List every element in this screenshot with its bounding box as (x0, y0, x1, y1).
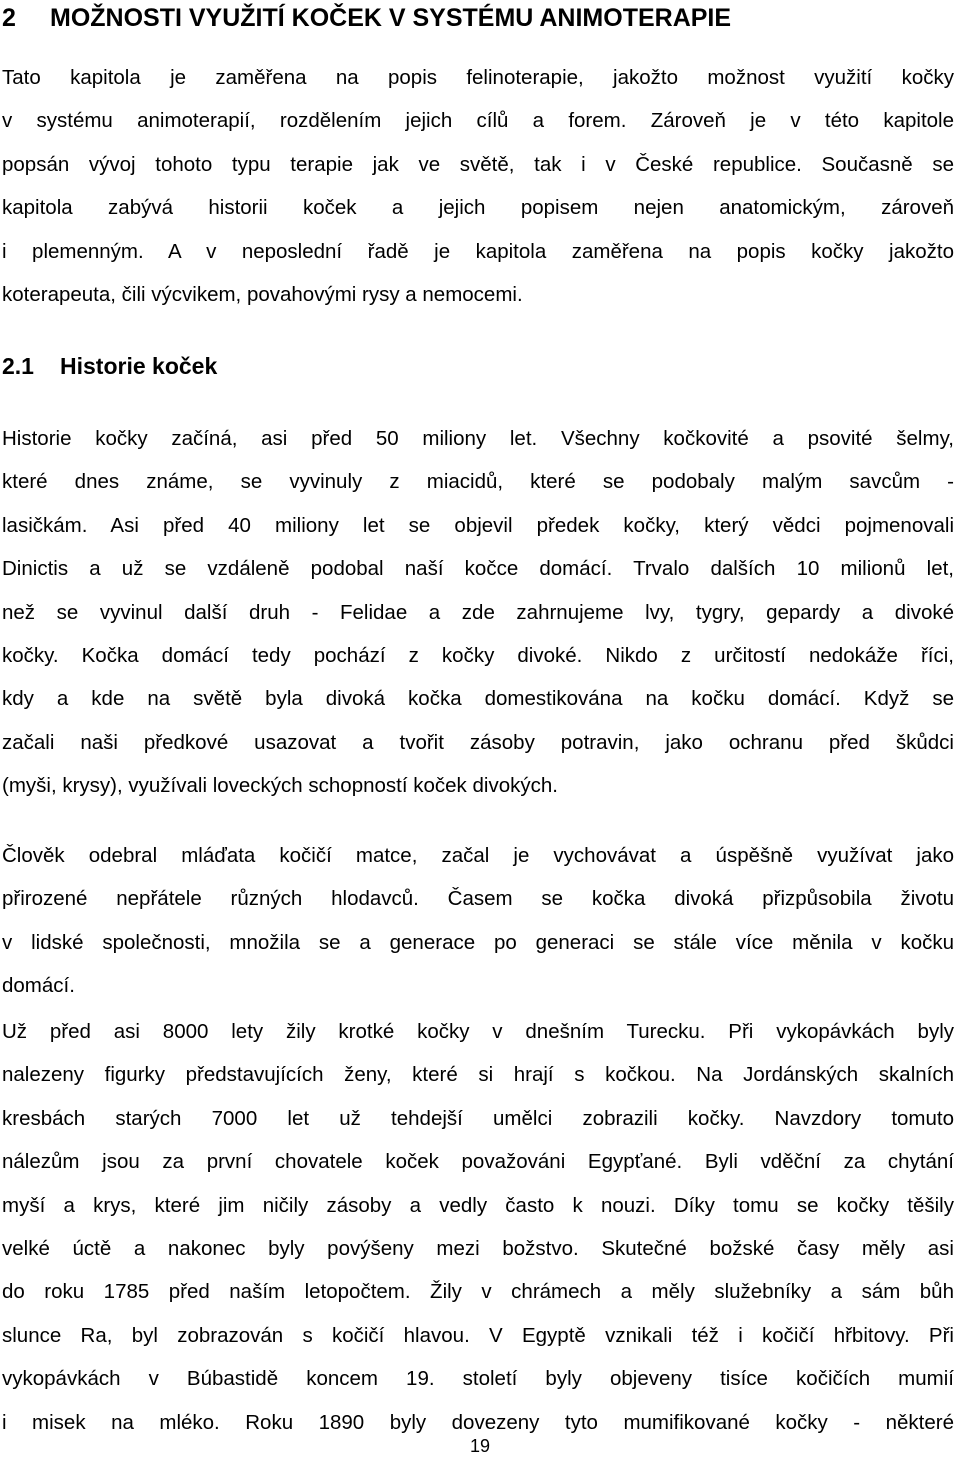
chapter-title: MOŽNOSTI VYUŽITÍ KOČEK V SYSTÉMU ANIMOTERAPIE (50, 4, 732, 32)
intro-paragraph (2, 56, 954, 316)
text-line: myší a krys, které jim ničily zásoby a vedly často k nouzi. Díky tomu se kočky těšily (2, 1193, 954, 1217)
chapter-heading (2, 2, 731, 34)
text-line: slunce Ra, byl zobrazován s kočičí hlavou. V Egyptě vznikali též i kočičí hřbitovy. Při (2, 1323, 954, 1347)
text-line: i misek na mléko. Roku 1890 byly dovezeny tyto mumifikované kočky - některé (2, 1410, 954, 1434)
text-line: nalezeny figurky představujících ženy, které si hrají s kočkou. Na Jordánských skalních (2, 1063, 954, 1087)
text-line: (myši, krysy), využívali loveckých schopností koček divokých. (2, 774, 558, 798)
text-line: přirozené nepřátele různých hlodavců. Časem se kočka divoká přizpůsobila životu (2, 887, 954, 911)
text-line: kdy a kde na světě byla divoká kočka domestikována na kočku domácí. Když se (2, 687, 954, 711)
text-line: Dinictis a už se vzdáleně podobal naší kočce domácí. Trvalo dalších 10 milionů let, (2, 557, 954, 581)
text-line: lasičkám. Asi před 40 miliony let se objevil předek kočky, který vědci pojmenovali (2, 513, 954, 537)
text-line: začali naši předkové usazovat a tvořit zásoby potravin, jako ochranu před škůdci (2, 730, 954, 754)
text-line: vykopávkách v Búbastidě koncem 19. století byly objeveny tisíce kočičích mumií (2, 1367, 954, 1391)
text-line: Člověk odebral mláďata kočičí matce, začal je vychovávat a úspěšně využívat jako (2, 844, 954, 867)
text-line: domácí. (2, 974, 75, 998)
text-line: popsán vývoj tohoto typu terapie jak ve světě, tak i v České republice. Současně se (2, 152, 954, 176)
text-line: kresbách starých 7000 let už tehdejší umělci zobrazili kočky. Navzdory tomuto (2, 1106, 954, 1130)
text-line: kapitola zabývá historii koček a jejich popisem nejen anatomickým, zároveň (2, 196, 954, 220)
text-line: kočky. Kočka domácí tedy pochází z kočky divoké. Nikdo z určitostí nedokáže říci, (2, 644, 954, 668)
history-paragraph-3 (2, 1010, 954, 1444)
text-line: nálezům jsou za první chovatele koček považováni Egypťané. Byli vděční za chytání (2, 1150, 954, 1174)
section-heading (2, 350, 217, 382)
text-line: Historie kočky začíná, asi před 50 miliony let. Všechny kočkovité a psovité šelmy, (2, 427, 954, 450)
text-line: v lidské společnosti, množila se a generace po generaci se stále více měnila v kočku (2, 930, 954, 954)
chapter-number: 2 (2, 4, 16, 32)
text-line: než se vyvinul další druh - Felidae a zde zahrnujeme lvy, tygry, gepardy a divoké (2, 600, 954, 624)
page-number: 19 (469, 1436, 491, 1456)
section-title: Historie koček (60, 353, 218, 379)
section-number: 2.1 (2, 353, 34, 379)
text-line: koterapeuta, čili výcvikem, povahovými rysy a nemocemi. (2, 283, 523, 307)
history-paragraph-1 (2, 417, 954, 808)
text-line: velké úctě a nakonec byly povýšeny mezi božstvo. Skutečné božské časy měly asi (2, 1237, 954, 1261)
text-line: i plemenným. A v neposlední řadě je kapitola zaměřena na popis kočky jakožto (2, 239, 954, 263)
text-line: Už před asi 8000 lety žily krotké kočky v dnešním Turecku. Při vykopávkách byly (2, 1020, 954, 1043)
history-paragraph-2 (2, 834, 954, 1008)
text-line: které dnes známe, se vyvinuly z miacidů, které se podobaly malým savcům - (2, 470, 954, 494)
text-line: Tato kapitola je zaměřena na popis felinoterapie, jakožto možnost využití kočky (2, 66, 954, 89)
text-line: do roku 1785 před naším letopočtem. Žily v chrámech a měly služebníky a sám bůh (2, 1280, 954, 1304)
text-line: v systému animoterapií, rozdělením jejich cílů a forem. Zároveň je v této kapitole (2, 109, 954, 133)
